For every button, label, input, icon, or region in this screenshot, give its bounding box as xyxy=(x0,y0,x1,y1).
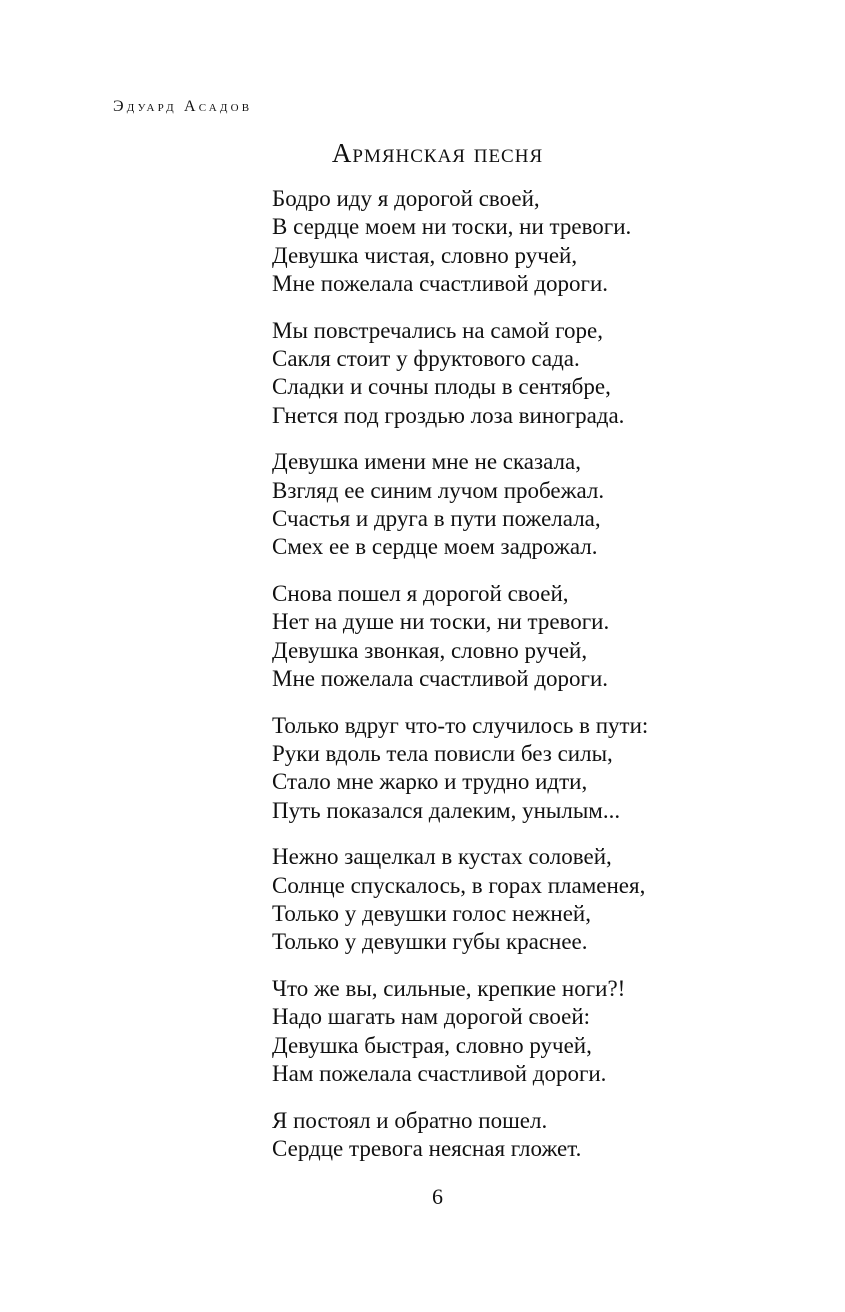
poem-line: Нет на душе ни тоски, ни тревоги. xyxy=(272,609,610,635)
poem-line: В сердце моем ни тоски, ни тревоги. xyxy=(272,214,632,240)
poem-line: Смех ее в сердце моем задрожал. xyxy=(272,534,598,560)
stanza-7 xyxy=(272,975,812,1088)
stanza-5 xyxy=(272,712,812,825)
poem-line: Надо шагать нам дорогой своей: xyxy=(272,1004,591,1030)
poem-line: Мне пожелала счастливой дороги. xyxy=(272,270,609,296)
poem-title: Армянская песня xyxy=(331,138,544,168)
poem-line: Руки вдоль тела повисли без силы, xyxy=(272,741,613,767)
poem-line: Бодро иду я дорогой своей, xyxy=(272,186,540,211)
poem-line: Сердце тревога неясная гложет. xyxy=(272,1136,582,1162)
page-number: 6 xyxy=(432,1184,443,1209)
poem-line: Взгляд ее синим лучом пробежал. xyxy=(272,477,605,503)
poem-line: Девушка имени мне не сказала, xyxy=(272,449,581,475)
poem-line: Девушка чистая, словно ручей, xyxy=(272,242,578,268)
poem-line: Счастья и друга в пути пожелала, xyxy=(272,505,601,531)
poem-line: Нам пожелала счастливой дороги. xyxy=(272,1061,607,1087)
poem-line: Нежно защелкал в кустах соловей, xyxy=(272,844,612,870)
poem-line: Девушка быстрая, словно ручей, xyxy=(272,1032,592,1058)
poem-line: Девушка звонкая, словно ручей, xyxy=(272,637,588,663)
stanza-6 xyxy=(272,843,812,956)
poem-line: Солнце спускалось, в горах пламенея, xyxy=(272,872,646,898)
poem-line: Сакля стоит у фруктового сада. xyxy=(272,345,580,371)
poem-line: Путь показался далеким, унылым... xyxy=(272,797,621,823)
stanza-4 xyxy=(272,580,812,693)
poem-line: Что же вы, сильные, крепкие ноги?! xyxy=(272,976,626,1002)
stanza-2 xyxy=(272,317,812,430)
poem-line: Только вдруг что-то случилось в пути: xyxy=(272,712,649,738)
stanza-3 xyxy=(272,448,812,561)
running-head-author: Эдуард Асадов xyxy=(113,98,253,115)
poem-line: Мне пожелала счастливой дороги. xyxy=(272,665,609,691)
poem-line: Мы повстречались на самой горе, xyxy=(272,317,603,343)
poem-line: Сладки и сочны плоды в сентябре, xyxy=(272,374,611,400)
stanza-8 xyxy=(272,1107,812,1164)
poem-line: Гнется под гроздью лоза винограда. xyxy=(272,402,625,428)
poem-body xyxy=(272,185,812,1182)
stanza-1 xyxy=(272,185,812,298)
poem-line: Снова пошел я дорогой своей, xyxy=(272,581,569,607)
poem-line: Только у девушки губы краснее. xyxy=(272,929,588,955)
poem-line: Только у девушки голос нежней, xyxy=(272,901,591,927)
poem-line: Стало мне жарко и трудно идти, xyxy=(272,769,588,795)
poem-line: Я постоял и обратно пошел. xyxy=(272,1107,548,1133)
